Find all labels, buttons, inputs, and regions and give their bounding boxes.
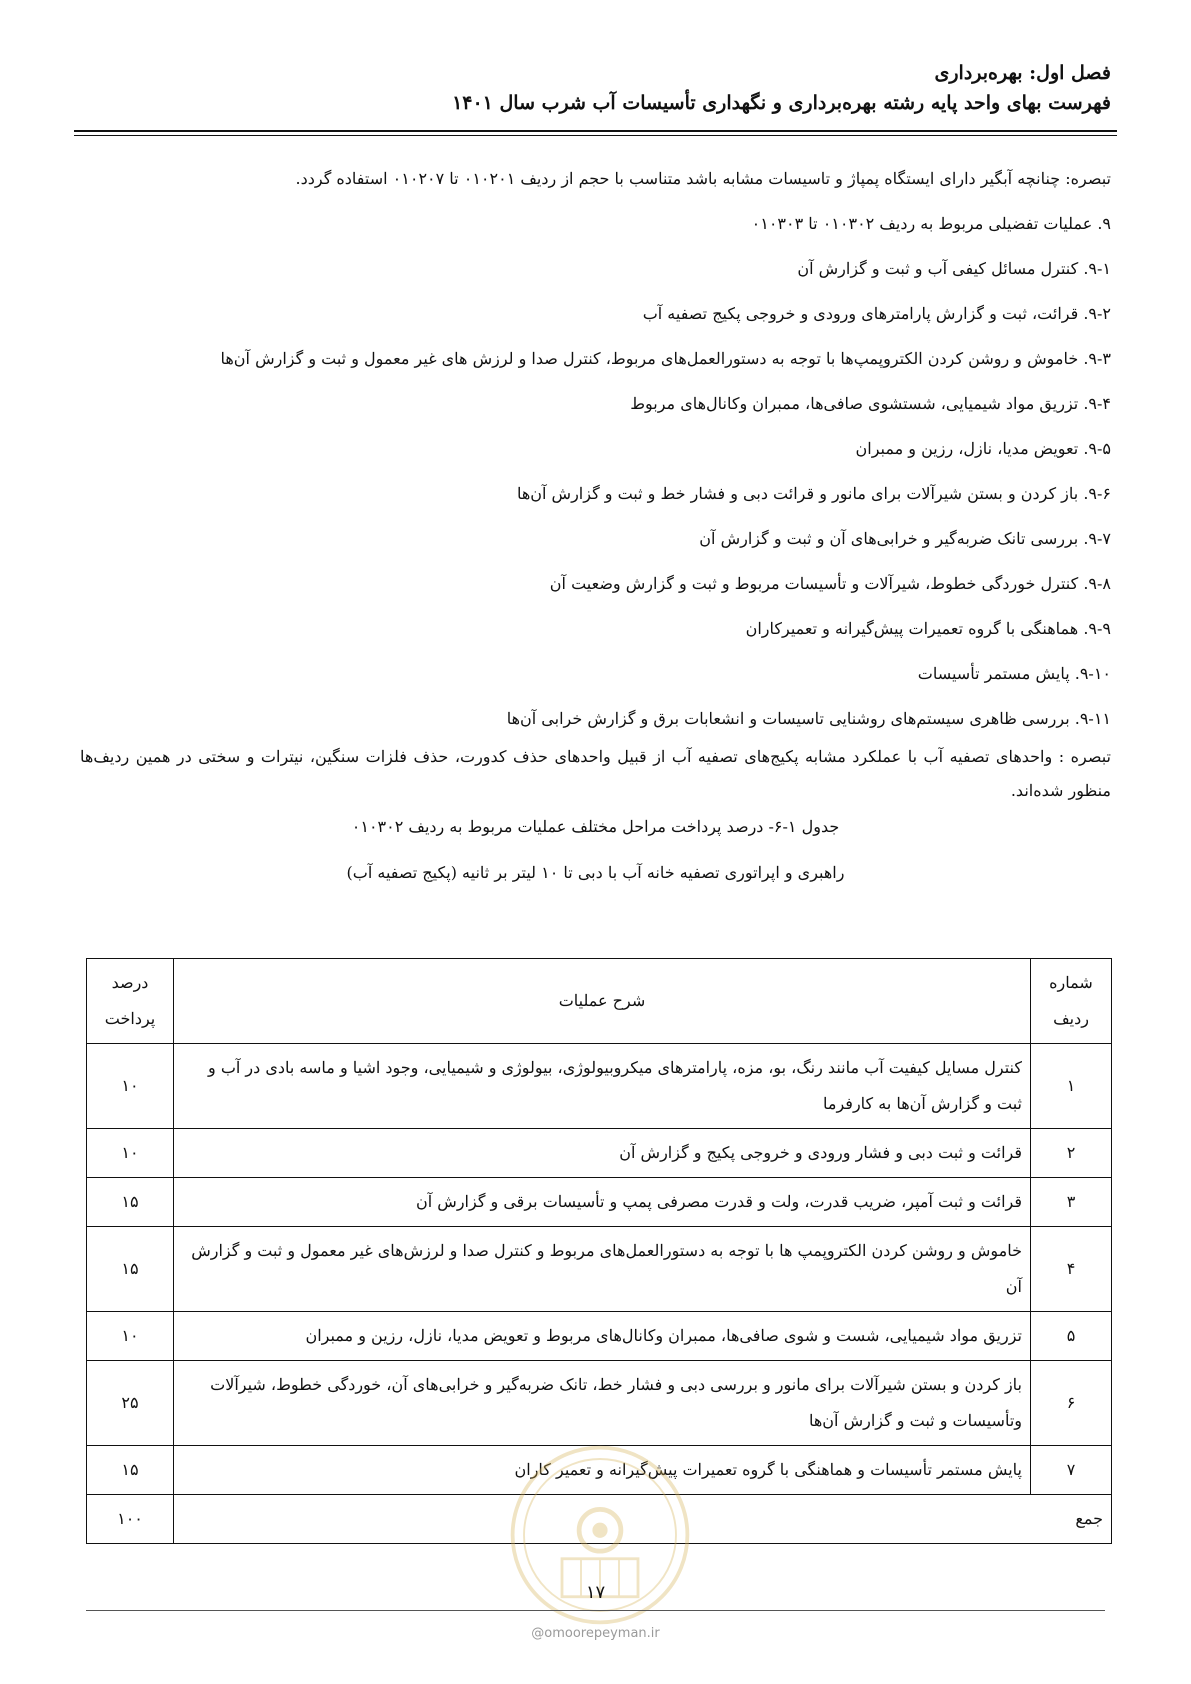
table-row xyxy=(87,1129,1112,1178)
row-number: ۶ xyxy=(1031,1361,1112,1446)
subitem: ۹-۷. بررسی تانک ضربه‌گیر و خرابی‌های آن و ثبت و گزارش آن xyxy=(699,529,1111,548)
document-title: فهرست بهای واحد پایه رشته بهره‌برداری و نگهداری تأسیسات آب شرب سال ۱۴۰۱ xyxy=(452,92,1111,114)
row-number: ۱ xyxy=(1031,1044,1112,1129)
header-row-number: شماره ردیف xyxy=(1031,959,1112,1044)
row-description: پایش مستمر تأسیسات و هماهنگی با گروه تعمیرات پیش‌گیرانه و تعمیر کاران xyxy=(174,1446,1031,1495)
table-subcaption: راهبری و اپراتوری تصفیه خانه آب با دبی تا ۱۰ لیتر بر ثانیه (پکیج تصفیه آب) xyxy=(346,863,845,882)
subitem: ۹-۱۱. بررسی ظاهری سیستم‌های روشنایی تاسیسات و انشعابات برق و گزارش خرابی آن‌ها xyxy=(506,709,1111,728)
subitem: ۹-۲. قرائت، ثبت و گزارش پارامترهای ورودی و خروجی پکیج تصفیه آب xyxy=(642,304,1111,323)
row-percent: ۱۵ xyxy=(87,1227,174,1312)
subitem: ۹-۱۰. پایش مستمر تأسیسات xyxy=(917,664,1111,683)
table-row xyxy=(87,1361,1112,1446)
document-body xyxy=(80,166,1111,906)
row-number: ۷ xyxy=(1031,1446,1112,1495)
row-description: کنترل مسایل کیفیت آب مانند رنگ، بو، مزه، پارامترهای میکروبیولوژی، بیولوژی و شیمیایی، وجود اشیا و ماسه بادی در آب و ثبت و گزارش آن‌ها به کارفرما xyxy=(174,1044,1031,1129)
row-number: ۲ xyxy=(1031,1129,1112,1178)
page-number: ۱۷ xyxy=(585,1582,606,1603)
table-row xyxy=(87,1312,1112,1361)
subitem: ۹-۶. باز کردن و بستن شیرآلات برای مانور و قرائت دبی و فشار خط و ثبت و گزارش آن‌ها xyxy=(516,484,1111,503)
header-description: شرح عملیات xyxy=(174,959,1031,1044)
row-number: ۵ xyxy=(1031,1312,1112,1361)
row-percent: ۱۰ xyxy=(87,1129,174,1178)
subitem: ۹-۹. هماهنگی با گروه تعمیرات پیش‌گیرانه و تعمیرکاران xyxy=(745,619,1111,638)
row-description: تزریق مواد شیمیایی، شست و شوی صافی‌ها، ممبران وکانال‌های مربوط و تعویض مدیا، نازل، رزین و ممبران xyxy=(174,1312,1031,1361)
row-percent: ۱۵ xyxy=(87,1178,174,1227)
row-number: ۴ xyxy=(1031,1227,1112,1312)
table-caption: جدول ۱-۶- درصد پرداخت مراحل مختلف عملیات مربوط به ردیف ۰۱۰۳۰۲ xyxy=(351,817,840,836)
total-label: جمع xyxy=(174,1495,1112,1544)
item-9-heading: ۹. عملیات تفضیلی مربوط به ردیف ۰۱۰۳۰۲ تا ۰۱۰۳۰۳ xyxy=(751,214,1111,233)
website-watermark: @omoorepeyman.ir xyxy=(531,1626,660,1641)
row-number: ۳ xyxy=(1031,1178,1112,1227)
footer-rule xyxy=(86,1610,1105,1611)
table-row xyxy=(87,1178,1112,1227)
note-2: تبصره : واحدهای تصفیه آب با عملکرد مشابه پکیج‌های تصفیه آب از قبیل واحدهای حذف کدورت، حذف فلزات سنگین، نیترات و سختی در همین ردیف‌ها منظور شده‌اند. xyxy=(80,747,1111,800)
row-percent: ۱۵ xyxy=(87,1446,174,1495)
chapter-title: فصل اول: بهره‌برداری xyxy=(934,62,1111,84)
row-description: باز کردن و بستن شیرآلات برای مانور و بررسی دبی و فشار خط، تانک ضربه‌گیر و خرابی‌های آن، خوردگی خطوط، شیرآلات وتأسیسات و ثبت و گزارش آن‌ها xyxy=(174,1361,1031,1446)
row-description: خاموش و روشن کردن الکتروپمپ ها با توجه به دستورالعمل‌های مربوط و کنترل صدا و لرزش‌های غیر معمول و ثبت و گزارش آن xyxy=(174,1227,1031,1312)
note-1: تبصره: چنانچه آبگیر دارای ایستگاه پمپاژ و تاسیسات مشابه باشد متناسب با حجم از ردیف ۰۱۰۲۰۱ تا ۰۱۰۲۰۷ استفاده گردد. xyxy=(295,169,1111,188)
row-percent: ۱۰ xyxy=(87,1312,174,1361)
subitem: ۹-۵. تعویض مدیا، نازل، رزین و ممبران xyxy=(855,439,1111,458)
subitem: ۹-۳. خاموش و روشن کردن الکتروپمپ‌ها با توجه به دستورالعمل‌های مربوط، کنترل صدا و لرزش های غیر معمول و ثبت و گزارش آن‌ها xyxy=(220,349,1111,368)
row-percent: ۲۵ xyxy=(87,1361,174,1446)
page-header xyxy=(80,58,1111,118)
subitem: ۹-۱. کنترل مسائل کیفی آب و ثبت و گزارش آن xyxy=(797,259,1111,278)
row-description: قرائت و ثبت دبی و فشار ورودی و خروجی پکیج و گزارش آن xyxy=(174,1129,1031,1178)
total-value: ۱۰۰ xyxy=(87,1495,174,1544)
table-header-row xyxy=(87,959,1112,1044)
header-rule-thin xyxy=(74,135,1117,136)
header-rule-thick xyxy=(74,130,1117,132)
header-percent: درصد پرداخت xyxy=(87,959,174,1044)
subitem: ۹-۴. تزریق مواد شیمیایی، شستشوی صافی‌ها، ممبران وکانال‌های مربوط xyxy=(630,394,1111,413)
table-row xyxy=(87,1227,1112,1312)
subitem: ۹-۸. کنترل خوردگی خطوط، شیرآلات و تأسیسات مربوط و ثبت و گزارش وضعیت آن xyxy=(549,574,1111,593)
table-row xyxy=(87,1044,1112,1129)
row-description: قرائت و ثبت آمپر، ضریب قدرت، ولت و قدرت مصرفی پمپ و تأسیسات برقی و گزارش آن xyxy=(174,1178,1031,1227)
row-percent: ۱۰ xyxy=(87,1044,174,1129)
